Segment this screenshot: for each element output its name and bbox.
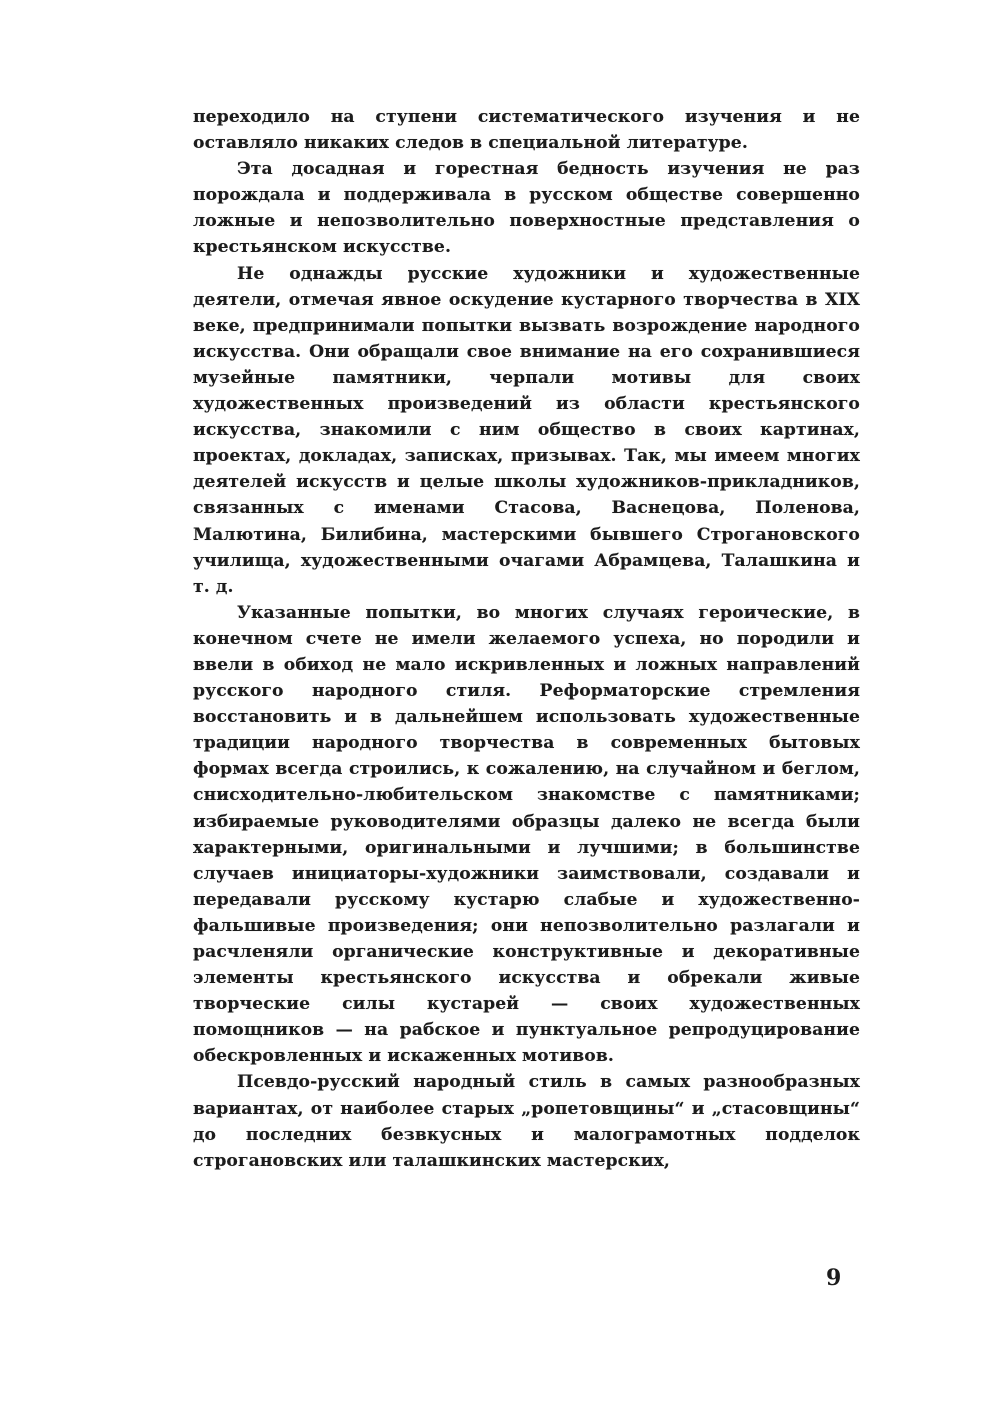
paragraph-2: Эта досадная и горестная бедность изучения не раз порождала и поддерживала в русском обществе совершенно ложные и непозволительно поверхностные представления о крестьянском искусстве. xyxy=(193,159,860,258)
page-number: 9 xyxy=(826,1265,842,1291)
body-text xyxy=(193,104,860,1174)
paragraph-1: переходило на ступени систематического изучения и не оставляло никаких следов в специальной литературе. xyxy=(193,107,860,154)
paragraph-5: Псевдо-русский народный стиль в самых разнообразных вариантах, от наиболее старых „ропетовщины“ и „стасовщины“ до последних безвкусных и малограмотных подделок строгановских или талашкинских мастерских, xyxy=(193,1072,860,1171)
paragraph-3: Не однажды русские художники и художественные деятели, отмечая явное оскудение кустарного творчества в XIX веке, предпринимали попытки вызвать возрождение народного искусства. Они обращали свое внимание на его сохранившиеся музейные памятники, черпали мотивы для своих художественных произведений из области крестьянского искусства, знакомили с ним общество в своих картинах, проектах, докладах, записках, призывах. Так, мы имеем многих деятелей искусств и целые школы художников-прикладников, связанных с именами Стасова, Васнецова, Поленова, Малютина, Билибина, мастерскими бывшего Строгановского училища, художественными очагами Абрамцева, Талашкина и т. д. xyxy=(193,263,860,597)
paragraph-4: Указанные попытки, во многих случаях героические, в конечном счете не имели желаемого успеха, но породили и ввели в обиход не мало искривленных и ложных направлений русского народного стиля. Реформаторские стремления восстановить и в дальнейшем использовать художественные традиции народного творчества в современных бытовых формах всегда строились, к сожалению, на случайном и беглом, снисходительно-любительском знакомстве с памятниками; избираемые руководителями образцы далеко не всегда были характерными, оригинальными и лучшими; в большинстве случаев инициаторы-художники заимствовали, создавали и передавали русскому кустарю слабые и художественно-фальшивые произведения; они непозволительно разлагали и расчленяли органические конструктивные и декоративные элементы крестьянского искусства и обрекали живые творческие силы кустарей — своих художественных помощников — на рабское и пунктуальное репродуцирование обескровленных и искаженных мотивов. xyxy=(193,602,860,1067)
